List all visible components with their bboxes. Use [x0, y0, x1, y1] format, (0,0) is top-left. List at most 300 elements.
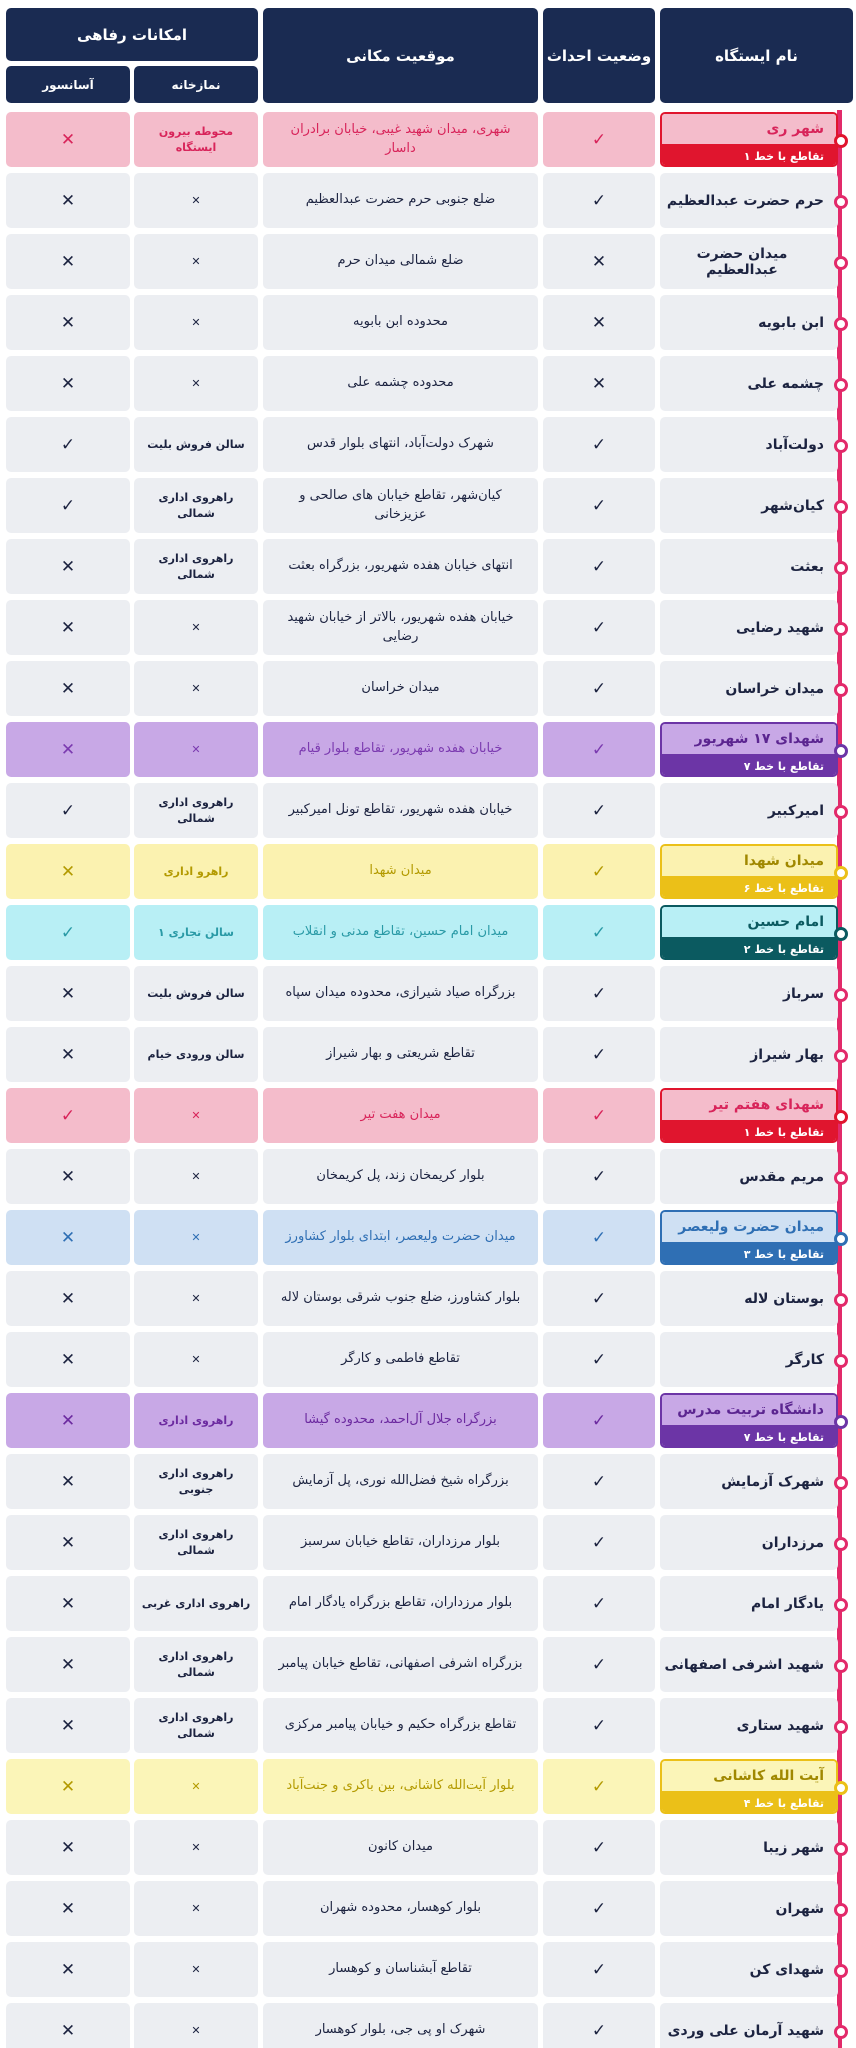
construction-status — [543, 112, 655, 167]
station-name: بوستان لاله — [660, 1271, 838, 1326]
prayer-room — [134, 1942, 258, 1997]
station-dot — [834, 866, 848, 880]
cross-icon: ✕ — [60, 678, 76, 699]
station-row — [0, 659, 856, 720]
station-dot — [834, 1110, 848, 1124]
check-icon: ✓ — [591, 1288, 607, 1309]
check-icon: ✓ — [591, 800, 607, 821]
construction-status — [543, 1881, 655, 1936]
elevator — [6, 1454, 130, 1509]
station-name: شهید آرمان علی وردی — [660, 2003, 838, 2048]
station-dot — [834, 1049, 848, 1063]
elevator — [6, 1637, 130, 1692]
station-row — [0, 1696, 856, 1757]
check-icon: ✓ — [60, 800, 76, 821]
prayer-room — [134, 722, 258, 777]
construction-status — [543, 1027, 655, 1082]
check-icon: ✓ — [591, 1349, 607, 1370]
cross-icon: ✕ — [60, 1349, 76, 1370]
station-row — [0, 1391, 856, 1452]
station-row — [0, 1879, 856, 1940]
station-dot — [834, 378, 848, 392]
station-name: شهر زیبا — [660, 1820, 838, 1875]
elevator — [6, 1271, 130, 1326]
check-icon: ✓ — [591, 1715, 607, 1736]
station-dot — [834, 744, 848, 758]
elevator — [6, 1088, 130, 1143]
interchange-label: تقاطع با خط ۱ — [662, 144, 836, 167]
construction-status — [543, 1759, 655, 1814]
cross-icon: ✕ — [191, 315, 201, 329]
prayer-room: راهروی اداری شمالی — [134, 539, 258, 594]
station-dot — [834, 1598, 848, 1612]
station-location: میدان هفت تیر — [263, 1088, 538, 1143]
station-location: بلوار کشاورز، ضلع جنوب شرقی بوستان لاله — [263, 1271, 538, 1326]
check-icon: ✓ — [591, 617, 607, 638]
station-row — [0, 903, 856, 964]
station-dot — [834, 988, 848, 1002]
check-icon: ✓ — [591, 678, 607, 699]
interchange-label: تقاطع با خط ۷ — [662, 754, 836, 777]
interchange-label: تقاطع با خط ۶ — [662, 876, 836, 899]
prayer-room: راهروی اداری شمالی — [134, 1698, 258, 1753]
elevator — [6, 722, 130, 777]
elevator — [6, 539, 130, 594]
station-location: تقاطع شریعتی و بهار شیراز — [263, 1027, 538, 1082]
prayer-room: راهروی اداری شمالی — [134, 1515, 258, 1570]
station-dot — [834, 134, 848, 148]
elevator — [6, 1698, 130, 1753]
station-dot — [834, 683, 848, 697]
cross-icon: ✕ — [191, 1352, 201, 1366]
check-icon: ✓ — [591, 1410, 607, 1431]
station-name: بعثت — [660, 539, 838, 594]
station-name-interchange — [660, 722, 838, 777]
prayer-room: راهروی اداری غربی — [134, 1576, 258, 1631]
station-dot — [834, 500, 848, 514]
elevator — [6, 295, 130, 350]
cross-icon: ✕ — [60, 617, 76, 638]
cross-icon: ✕ — [60, 1410, 76, 1431]
station-name: دانشگاه تربیت مدرس — [662, 1395, 836, 1425]
cross-icon: ✕ — [60, 1959, 76, 1980]
interchange-label: تقاطع با خط ۱ — [662, 1120, 836, 1143]
construction-status — [543, 1088, 655, 1143]
station-name-interchange — [660, 844, 838, 899]
station-location: شهری، میدان شهید غیبی، خیابان برادران داسار — [263, 112, 538, 167]
check-icon: ✓ — [591, 495, 607, 516]
station-location: تقاطع بزرگراه حکیم و خیابان پیامبر مرکزی — [263, 1698, 538, 1753]
station-name: یادگار امام — [660, 1576, 838, 1631]
check-icon: ✓ — [60, 922, 76, 943]
station-dot — [834, 317, 848, 331]
elevator — [6, 1576, 130, 1631]
cross-icon: ✕ — [60, 983, 76, 1004]
station-row — [0, 720, 856, 781]
construction-status — [543, 1332, 655, 1387]
elevator — [6, 1881, 130, 1936]
check-icon: ✓ — [591, 1776, 607, 1797]
station-location: تقاطع فاطمی و کارگر — [263, 1332, 538, 1387]
header-location: موقعیت مکانی — [263, 8, 538, 103]
station-row — [0, 1147, 856, 1208]
header-construction-status: وضعیت احداث — [543, 8, 655, 103]
station-location: محدوده چشمه علی — [263, 356, 538, 411]
elevator — [6, 1942, 130, 1997]
check-icon: ✓ — [591, 1593, 607, 1614]
check-icon: ✓ — [591, 2020, 607, 2041]
station-row — [0, 2001, 856, 2048]
check-icon: ✓ — [591, 922, 607, 943]
cross-icon: ✕ — [191, 2023, 201, 2037]
station-row — [0, 1452, 856, 1513]
elevator — [6, 1332, 130, 1387]
cross-icon: ✕ — [60, 1532, 76, 1553]
station-location: خیابان هفده شهریور، تقاطع بلوار قیام — [263, 722, 538, 777]
cross-icon: ✕ — [191, 1108, 201, 1122]
station-location: شهرک دولت‌آباد، انتهای بلوار قدس — [263, 417, 538, 472]
elevator — [6, 417, 130, 472]
station-row — [0, 1330, 856, 1391]
prayer-room — [134, 600, 258, 655]
prayer-room — [134, 234, 258, 289]
cross-icon: ✕ — [60, 129, 76, 150]
station-location: بلوار آیت‌الله کاشانی، بین باکری و جنت‌آباد — [263, 1759, 538, 1814]
check-icon: ✓ — [591, 983, 607, 1004]
station-dot — [834, 439, 848, 453]
prayer-room: راهروی اداری شمالی — [134, 1637, 258, 1692]
check-icon: ✓ — [591, 190, 607, 211]
station-location: میدان شهدا — [263, 844, 538, 899]
prayer-room: سالن ورودی خیام — [134, 1027, 258, 1082]
station-name: کیان‌شهر — [660, 478, 838, 533]
construction-status — [543, 2003, 655, 2048]
interchange-label: تقاطع با خط ۷ — [662, 1425, 836, 1448]
station-row — [0, 293, 856, 354]
station-name: بهار شیراز — [660, 1027, 838, 1082]
prayer-room: محوطه بیرون ایستگاه — [134, 112, 258, 167]
check-icon: ✓ — [60, 434, 76, 455]
elevator — [6, 478, 130, 533]
station-row — [0, 476, 856, 537]
station-name: دولت‌آباد — [660, 417, 838, 472]
cross-icon: ✕ — [591, 373, 607, 394]
elevator — [6, 112, 130, 167]
construction-status — [543, 417, 655, 472]
construction-status — [543, 539, 655, 594]
elevator — [6, 966, 130, 1021]
check-icon: ✓ — [591, 1227, 607, 1248]
station-location: بزرگراه جلال آل‌احمد، محدوده گیشا — [263, 1393, 538, 1448]
station-row — [0, 415, 856, 476]
cross-icon: ✕ — [60, 1776, 76, 1797]
prayer-room — [134, 295, 258, 350]
station-location: بلوار مرزداران، تقاطع خیابان سرسبز — [263, 1515, 538, 1570]
construction-status — [543, 1454, 655, 1509]
construction-status — [543, 905, 655, 960]
station-location: میدان حضرت ولیعصر، ابتدای بلوار کشاورز — [263, 1210, 538, 1265]
construction-status — [543, 295, 655, 350]
header-facilities: امکانات رفاهی — [6, 8, 258, 61]
cross-icon: ✕ — [60, 1715, 76, 1736]
check-icon: ✓ — [591, 1166, 607, 1187]
station-dot — [834, 1659, 848, 1673]
cross-icon: ✕ — [60, 1654, 76, 1675]
elevator — [6, 1149, 130, 1204]
prayer-room: سالن فروش بلیت — [134, 417, 258, 472]
station-location: تقاطع آبشناسان و کوهسار — [263, 1942, 538, 1997]
construction-status — [543, 1210, 655, 1265]
prayer-room: راهروی اداری شمالی — [134, 478, 258, 533]
elevator — [6, 905, 130, 960]
construction-status — [543, 1271, 655, 1326]
elevator — [6, 844, 130, 899]
station-dot — [834, 1537, 848, 1551]
station-dot — [834, 1720, 848, 1734]
construction-status — [543, 661, 655, 716]
stations-table — [0, 110, 856, 2048]
cross-icon: ✕ — [191, 681, 201, 695]
prayer-room: راهروی اداری — [134, 1393, 258, 1448]
station-location: میدان کانون — [263, 1820, 538, 1875]
station-dot — [834, 256, 848, 270]
construction-status — [543, 356, 655, 411]
station-location: بلوار کوهسار، محدوده شهران — [263, 1881, 538, 1936]
cross-icon: ✕ — [191, 1901, 201, 1915]
station-name: میدان حضرت ولیعصر — [662, 1212, 836, 1242]
interchange-label: تقاطع با خط ۴ — [662, 1791, 836, 1814]
prayer-room — [134, 1149, 258, 1204]
station-location: انتهای خیابان هفده شهریور، بزرگراه بعثت — [263, 539, 538, 594]
station-name: شهدای هفتم تیر — [662, 1090, 836, 1120]
header-station-name: نام ایستگاه — [660, 8, 853, 103]
check-icon: ✓ — [591, 1837, 607, 1858]
prayer-room: راهرو اداری — [134, 844, 258, 899]
prayer-room — [134, 2003, 258, 2048]
station-name: میدان شهدا — [662, 846, 836, 876]
station-row — [0, 232, 856, 293]
construction-status — [543, 173, 655, 228]
prayer-room: راهروی اداری شمالی — [134, 783, 258, 838]
station-row — [0, 1025, 856, 1086]
station-row — [0, 781, 856, 842]
cross-icon: ✕ — [60, 1898, 76, 1919]
station-name-interchange — [660, 1210, 838, 1265]
station-name: میدان خراسان — [660, 661, 838, 716]
station-name: آیت الله کاشانی — [662, 1761, 836, 1791]
check-icon: ✓ — [591, 739, 607, 760]
station-location: شهرک او پی جی، بلوار کوهسار — [263, 2003, 538, 2048]
station-row — [0, 354, 856, 415]
prayer-room — [134, 173, 258, 228]
station-row — [0, 537, 856, 598]
station-name-interchange — [660, 905, 838, 960]
cross-icon: ✕ — [60, 1288, 76, 1309]
construction-status — [543, 722, 655, 777]
check-icon: ✓ — [591, 1654, 607, 1675]
station-dot — [834, 1476, 848, 1490]
elevator — [6, 1820, 130, 1875]
cross-icon: ✕ — [191, 1962, 201, 1976]
check-icon: ✓ — [591, 1898, 607, 1919]
cross-icon: ✕ — [591, 312, 607, 333]
prayer-room — [134, 356, 258, 411]
station-location: خیابان هفده شهریور، تقاطع تونل امیرکبیر — [263, 783, 538, 838]
station-row — [0, 110, 856, 171]
station-dot — [834, 927, 848, 941]
cross-icon: ✕ — [191, 1169, 201, 1183]
cross-icon: ✕ — [60, 739, 76, 760]
station-location: بزرگراه صیاد شیرازی، محدوده میدان سپاه — [263, 966, 538, 1021]
station-location: بزرگراه شیخ فضل‌الله نوری، پل آزمایش — [263, 1454, 538, 1509]
construction-status — [543, 1637, 655, 1692]
station-dot — [834, 1964, 848, 1978]
station-name: شهید رضایی — [660, 600, 838, 655]
interchange-label: تقاطع با خط ۳ — [662, 1242, 836, 1265]
station-name: شهر ری — [662, 114, 836, 144]
station-dot — [834, 1293, 848, 1307]
check-icon: ✓ — [60, 1105, 76, 1126]
construction-status — [543, 600, 655, 655]
station-name: مریم مقدس — [660, 1149, 838, 1204]
station-row — [0, 1635, 856, 1696]
check-icon: ✓ — [591, 861, 607, 882]
construction-status — [543, 1149, 655, 1204]
cross-icon: ✕ — [191, 1840, 201, 1854]
construction-status — [543, 844, 655, 899]
prayer-room — [134, 1881, 258, 1936]
station-row — [0, 1574, 856, 1635]
cross-icon: ✕ — [60, 1166, 76, 1187]
station-location: ضلع شمالی میدان حرم — [263, 234, 538, 289]
station-location: محدوده ابن بابویه — [263, 295, 538, 350]
cross-icon: ✕ — [60, 190, 76, 211]
cross-icon: ✕ — [191, 1291, 201, 1305]
cross-icon: ✕ — [60, 1227, 76, 1248]
cross-icon: ✕ — [60, 251, 76, 272]
cross-icon: ✕ — [60, 2020, 76, 2041]
cross-icon: ✕ — [191, 193, 201, 207]
prayer-room: راهروی اداری جنوبی — [134, 1454, 258, 1509]
station-row — [0, 598, 856, 659]
station-name: حرم حضرت عبدالعظیم — [660, 173, 838, 228]
cross-icon: ✕ — [191, 742, 201, 756]
station-row — [0, 1086, 856, 1147]
station-dot — [834, 2025, 848, 2039]
prayer-room — [134, 1759, 258, 1814]
prayer-room — [134, 1210, 258, 1265]
station-dot — [834, 1354, 848, 1368]
station-name: شهید ستاری — [660, 1698, 838, 1753]
construction-status — [543, 478, 655, 533]
station-row — [0, 171, 856, 232]
check-icon: ✓ — [591, 1532, 607, 1553]
station-dot — [834, 195, 848, 209]
cross-icon: ✕ — [191, 1230, 201, 1244]
station-dot — [834, 805, 848, 819]
elevator — [6, 2003, 130, 2048]
station-name: شهران — [660, 1881, 838, 1936]
station-name: میدان حضرت عبدالعظیم — [660, 234, 838, 289]
check-icon: ✓ — [591, 556, 607, 577]
station-name-interchange — [660, 1088, 838, 1143]
station-name-interchange — [660, 112, 838, 167]
elevator — [6, 234, 130, 289]
cross-icon: ✕ — [60, 1471, 76, 1492]
check-icon: ✓ — [591, 1959, 607, 1980]
cross-icon: ✕ — [191, 376, 201, 390]
construction-status — [543, 1515, 655, 1570]
cross-icon: ✕ — [60, 556, 76, 577]
interchange-label: تقاطع با خط ۲ — [662, 937, 836, 960]
station-dot — [834, 1232, 848, 1246]
station-row — [0, 1818, 856, 1879]
cross-icon: ✕ — [60, 312, 76, 333]
elevator — [6, 1210, 130, 1265]
station-name: چشمه علی — [660, 356, 838, 411]
station-row — [0, 1940, 856, 2001]
station-name: مرزداران — [660, 1515, 838, 1570]
station-name: شهرک آزمایش — [660, 1454, 838, 1509]
station-row — [0, 1757, 856, 1818]
prayer-room — [134, 1332, 258, 1387]
elevator — [6, 600, 130, 655]
station-name: شهید اشرفی اصفهانی — [660, 1637, 838, 1692]
prayer-room — [134, 1271, 258, 1326]
construction-status — [543, 1942, 655, 1997]
cross-icon: ✕ — [591, 251, 607, 272]
station-location: میدان خراسان — [263, 661, 538, 716]
station-location: بلوار مرزداران، تقاطع بزرگراه یادگار امام — [263, 1576, 538, 1631]
station-name-interchange — [660, 1759, 838, 1814]
header-elevator: آسانسور — [6, 66, 130, 103]
cross-icon: ✕ — [60, 1593, 76, 1614]
prayer-room — [134, 1820, 258, 1875]
prayer-room — [134, 1088, 258, 1143]
construction-status — [543, 1393, 655, 1448]
prayer-room: سالن فروش بلیت — [134, 966, 258, 1021]
elevator — [6, 173, 130, 228]
station-dot — [834, 561, 848, 575]
check-icon: ✓ — [591, 1105, 607, 1126]
elevator — [6, 1759, 130, 1814]
station-name: امیرکبیر — [660, 783, 838, 838]
cross-icon: ✕ — [60, 1044, 76, 1065]
cross-icon: ✕ — [191, 620, 201, 634]
station-dot — [834, 1903, 848, 1917]
cross-icon: ✕ — [191, 254, 201, 268]
construction-status — [543, 1576, 655, 1631]
construction-status — [543, 783, 655, 838]
elevator — [6, 783, 130, 838]
prayer-room: سالن تجاری ۱ — [134, 905, 258, 960]
station-name: سرباز — [660, 966, 838, 1021]
cross-icon: ✕ — [191, 1779, 201, 1793]
station-location: خیابان هفده شهریور، بالاتر از خیابان شهید رضایی — [263, 600, 538, 655]
header-prayer-room: نمازخانه — [134, 66, 258, 103]
check-icon: ✓ — [591, 1044, 607, 1065]
elevator — [6, 1027, 130, 1082]
elevator — [6, 356, 130, 411]
station-location: کیان‌شهر، تقاطع خیابان های صالحی و عزیزخانی — [263, 478, 538, 533]
station-row — [0, 964, 856, 1025]
station-name: کارگر — [660, 1332, 838, 1387]
station-location: بزرگراه اشرفی اصفهانی، تقاطع خیابان پیامبر — [263, 1637, 538, 1692]
station-dot — [834, 1842, 848, 1856]
station-row — [0, 842, 856, 903]
station-location: میدان امام حسین، تقاطع مدنی و انقلاب — [263, 905, 538, 960]
station-dot — [834, 1781, 848, 1795]
